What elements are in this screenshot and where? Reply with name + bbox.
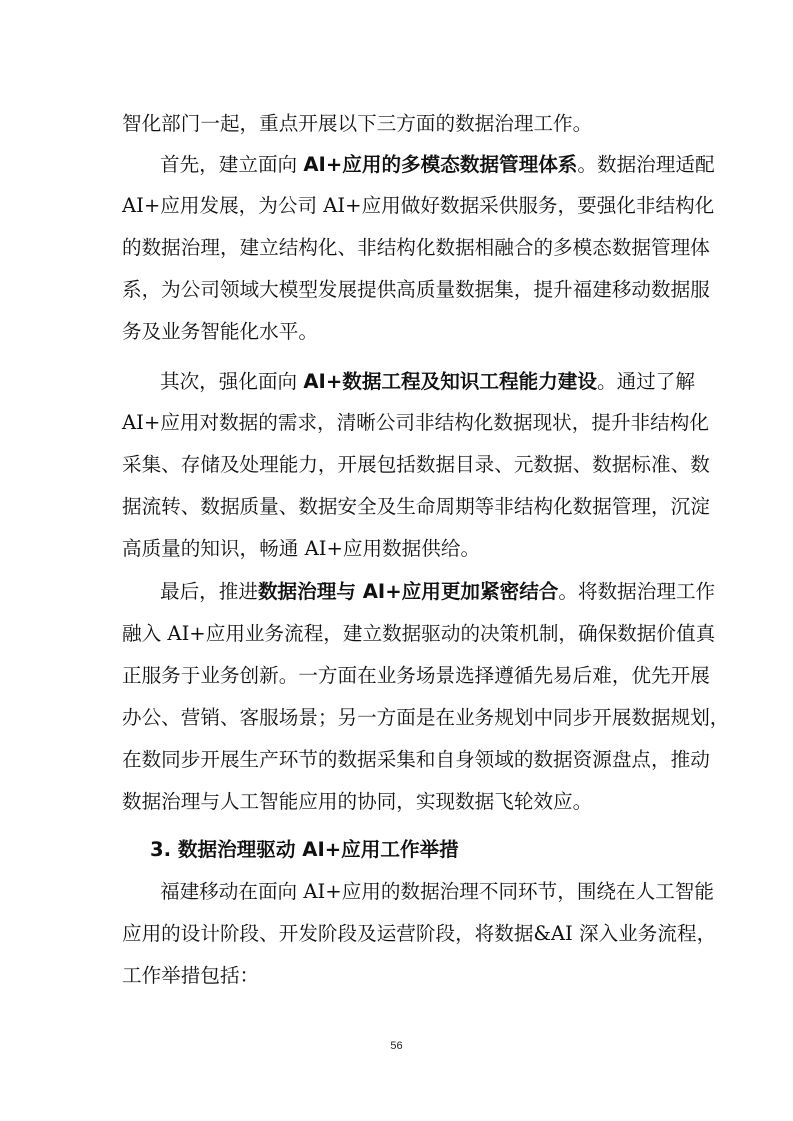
first-paragraph-line-5: 务及业务智能化水平。 bbox=[122, 320, 318, 343]
page-number: 56 bbox=[390, 1040, 403, 1052]
second-paragraph-tail: 。通过了解 bbox=[596, 370, 695, 393]
third-paragraph-line-1 bbox=[160, 578, 716, 606]
third-paragraph-line-4: 办公、营销、客服场景；另一方面是在业务规划中同步开展数据规划， bbox=[122, 706, 730, 729]
second-paragraph-line-4: 据流转、数据质量、数据安全及生命周期等非结构化数据管理，沉淀 bbox=[122, 495, 710, 518]
second-paragraph-emphasis: AI+数据工程及知识工程能力建设 bbox=[303, 370, 597, 393]
third-paragraph-emphasis: 数据治理与 AI+应用更加紧密结合 bbox=[257, 580, 559, 603]
first-paragraph-line-3: 的数据治理，建立结构化、非结构化数据相融合的多模态数据管理体 bbox=[122, 236, 710, 259]
third-paragraph-line-3: 正服务于业务创新。一方面在业务场景选择遵循先易后难，优先开展 bbox=[122, 664, 710, 687]
third-paragraph-line-5: 在数同步开展生产环节的数据采集和自身领域的数据资源盘点，推动 bbox=[122, 748, 710, 771]
second-paragraph-lead: 其次，强化面向 bbox=[160, 370, 304, 393]
intro-line-1: 智化部门一起，重点开展以下三方面的数据治理工作。 bbox=[122, 112, 593, 135]
third-paragraph-line-6: 数据治理与人工智能应用的协同，实现数据飞轮效应。 bbox=[122, 790, 593, 813]
first-paragraph-lead: 首先，建立面向 bbox=[160, 153, 304, 176]
second-paragraph-line-1 bbox=[160, 368, 695, 396]
second-paragraph-line-3: 采集、存储及处理能力，开展包括数据目录、元数据、数据标准、数 bbox=[122, 453, 710, 476]
third-paragraph-tail: 。将数据治理工作 bbox=[558, 580, 716, 603]
first-paragraph-line-4: 系，为公司领域大模型发展提供高质量数据集，提升福建移动数据服 bbox=[122, 278, 710, 301]
fourth-paragraph-line-3: 工作举措包括： bbox=[122, 964, 260, 987]
third-paragraph-line-2: 融入 AI+应用业务流程，建立数据驱动的决策机制，确保数据价值真 bbox=[122, 622, 716, 645]
first-paragraph-line-1 bbox=[160, 151, 715, 179]
third-paragraph-lead: 最后，推进 bbox=[160, 580, 258, 603]
fourth-paragraph-line-1: 福建移动在面向 AI+应用的数据治理不同环节，围绕在人工智能 bbox=[160, 880, 714, 903]
fourth-paragraph-line-2: 应用的设计阶段、开发阶段及运营阶段，将数据&AI 深入业务流程， bbox=[122, 922, 717, 945]
first-paragraph-emphasis: AI+应用的多模态数据管理体系 bbox=[303, 153, 578, 176]
section-heading-title: 数据治理驱动 AI+应用工作举措 bbox=[177, 838, 459, 861]
second-paragraph-line-2: AI+应用对数据的需求，清晰公司非结构化数据现状，提升非结构化 bbox=[122, 411, 709, 434]
first-paragraph-tail: 。数据治理适配 bbox=[577, 153, 715, 176]
first-paragraph-line-2: AI+应用发展，为公司 AI+应用做好数据采供服务，要强化非结构化 bbox=[122, 194, 715, 217]
second-paragraph-line-5: 高质量的知识，畅通 AI+应用数据供给。 bbox=[122, 537, 481, 560]
section-heading-number: 3. bbox=[150, 838, 178, 861]
section-heading bbox=[150, 836, 670, 864]
